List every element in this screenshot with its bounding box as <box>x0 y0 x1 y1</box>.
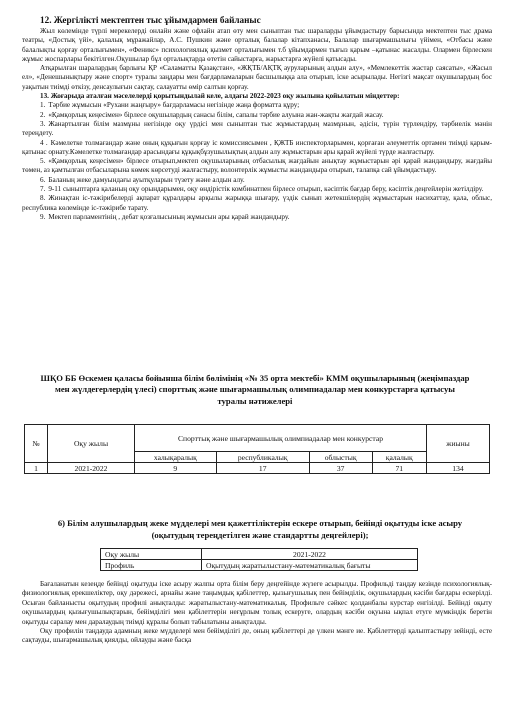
task-item: 7. 9-11 сыныптарға қаланың оқу орындарымен, оқу өндірістік комбинатпен бірлесе отырып, кәсіптік бағдар беру, кәсіптік деңгейлерін жетілдіру. <box>40 185 484 194</box>
task-item: 4 . Кәмелетке толмағандар және оның құқығын қорғау іс комиссиясымен , ҚЖТБ инспекторларымен, қорғаған әлеуметтік ортамен тиімді қарым-қатынас орнату.Кәмелетке толмағандар арасындағы құқықбұзушылықтың алдын алу жұмыстарын ары қарай жүйелі түрде жалғастыру. <box>22 138 493 156</box>
cell-republican: 17 <box>216 463 309 474</box>
column-header-number: № <box>25 425 48 463</box>
olympiad-results-table <box>24 424 490 474</box>
cell-label: Оқу жылы <box>101 549 202 560</box>
cell-value: Оқытудың жаратылыстану-математикалық бағыты <box>202 560 418 571</box>
table-row <box>25 463 490 474</box>
section-12-paragraph-2: Атқарылған шаралардың барлығы ҚР «Саламатты Қазақстан», «ЖҚТБ/АҚТҚ ауруларының алдын алу», «Мемлекеттік жастар саясаты», «Жасыл ел», «Денешынықтыру және спорт» туралы заңдары мен бағдарламаларын басшылыққа ала отырып, іске асырылады. Негізгі мақсат оқушылардың бос уақытын тиімді өткізу, денсаулығын сақтау, салауатты өмір салтын қорғау. <box>22 64 492 91</box>
table-row <box>101 560 418 571</box>
section-6-body <box>22 580 492 646</box>
column-header-group: Спорттық және шығармашылық олимпиадалар мен конкурстар <box>135 425 427 452</box>
cell-total: 134 <box>427 463 490 474</box>
table-row <box>101 549 418 560</box>
task-item: 3. Жанартылған білім мазмұны негізінде оқу үрдісі мен сыныптан тыс жұмыстардың мазмұнын, әдісін, түрін түрлендіру, тәрбиелік мәнін тереңдету. <box>22 119 492 138</box>
section-6-title: 6) Білім алушылардың жеке мүдделері мен қажеттіліктерін ескере отырып, бейінді оқытуды іске асыру (оқытудың тереңдетілген және стандартты деңгейлері); <box>57 518 463 540</box>
column-header-year: Оқу жылы <box>48 425 135 463</box>
task-item: 1. Тәрбие жұмысын «Рухани жаңғыру» бағдарламасы негізінде жаңа форматта құру; <box>40 101 300 110</box>
task-item: 9. Мектеп парламентінің , дебат қозғалысының жұмысын ары қарай жандандыру. <box>40 212 290 221</box>
section-6-paragraph-1: Бағаланатын кезеңде бейінді оқытуды іске асыру жалпы орта білім беру деңгейінде жүзеге асырылды. Профильді таңдау кезінде психологиялық-физиологиялық ерекшеліктер, оқу дәрежесі, арнайы және таңымдық қабілеттер, қызығушылық пен бейімділік, оқушылардың кәсіби бағдары ескерілді. Осыған байланысты оқытудың профилі анықталды: жаратылыстану-математикалық. Профильге сәйкес қолданбалы курстар енгізілді. Бейінді оқыту оқушылардың қызығушылықтарын, бейімділігі мен қабілеттерін неғұрлым толық ескеруге, олардың кәсіби оқуына ықпал етуге мүмкіндік беретін оқытуды саралау мен даралаудың тиімді құралы болып табылатыны анықталды. <box>22 580 492 626</box>
table-header-row <box>25 425 490 452</box>
profile-table <box>100 548 418 571</box>
column-header-city: қалалық <box>372 452 427 463</box>
column-header-republican: республикалық <box>216 452 309 463</box>
task-item: 8. Жинақтан іс-тәжірибелерді ақпарат құралдары арқылы жарыққа шығару, үздік сынып жетекшілердің жұмыстарын насихаттау, қала, облыс, республика көлемінде іс-тәжірибе тарату. <box>22 194 492 212</box>
cell-value: 2021-2022 <box>202 549 418 560</box>
section-6-paragraph-2: Оқу профилін таңдауда адамның жеке мүдделері мен бейімділігі де, оның қабілеттері де үлкен мәнге ие. Қабілеттерді қалыптастыру зейінді, есте сақтауды, шығармашылық қиялды, ойлауды және басқа <box>22 627 492 645</box>
cell-number: 1 <box>25 463 48 474</box>
section-13-title: 13. Жоғарыда аталған мәселелерді қорытындылай келе, алдағы 2022-2023 оқу жылына қойылатын міндеттер: <box>40 92 400 101</box>
section-12-paragraph-1: Жыл көлемінде түрлі мерекелерді онлайн және офлайн атап өту мен сыныптан тыс шараларды ұйымдастыру барысында мектептен тыс драма театры, «Достық үйі», қалалық мұражайлар, А.С. Пушкин және орталық балалар кітапханасы, Балалар шығармашылығы үйімен, «Отбасы және балалықты қорғау орталығымен», «Феникс» психологиялық қызмет орталығымен т.б ұйымдармен тығыз қарым –қатынас жасалды. Олармен бірлескен жұмыс жоспарлары бекітілген.Оқушылар бұл орталықтарда өтетін сайыстарға, жарыстарға жүйелі қатысады. <box>22 27 492 63</box>
cell-label: Профиль <box>101 560 202 571</box>
olympiad-results-title: ШҚО ББ Өскемен қаласы бойынша білім бөлімінің «№ 35 орта мектебі» КММ оқушыларының (жеңімпаздар мен жүлдегерлердің үлесі) спорттық және шығармашылық олимпиадалар мен конкурстарға қатысуы туралы нәтижелері <box>40 373 470 406</box>
task-item: 2. «Қамқорлық кеңесімен» бірлесе оқушылардың санасы білім, сапалы тәрбие алуына жан-жақты жағдай жасау. <box>40 110 384 119</box>
cell-international: 9 <box>135 463 217 474</box>
task-item: 6. Баланың жеке дамуындағы ауытқуларын түзету және алдын алу. <box>40 175 245 184</box>
column-header-regional: облыстық <box>309 452 372 463</box>
cell-city: 71 <box>372 463 427 474</box>
section-12-body <box>22 27 492 222</box>
section-12-title: 12. Жергілікті мектептен тыс ұйымдармен байланыс <box>40 15 261 25</box>
task-item: 5. «Қамқорлық кеңесімен» бірлесе отырып,мектеп оқушыларының отбасылық жағдайын анықтау жұмыстарын әрі қарай жандандыру, жағдайы төмен, аз қамтылған отбасыларына көмек көрсетуді жалғастыру, волонтерлік жұмысты жандандыра отырып, талапқа сай ұйымдастыру. <box>22 157 492 175</box>
column-header-total: жиыны <box>427 425 490 463</box>
cell-regional: 37 <box>309 463 372 474</box>
cell-year: 2021-2022 <box>48 463 135 474</box>
tasks-list <box>22 101 492 222</box>
column-header-international: халықаралық <box>135 452 217 463</box>
